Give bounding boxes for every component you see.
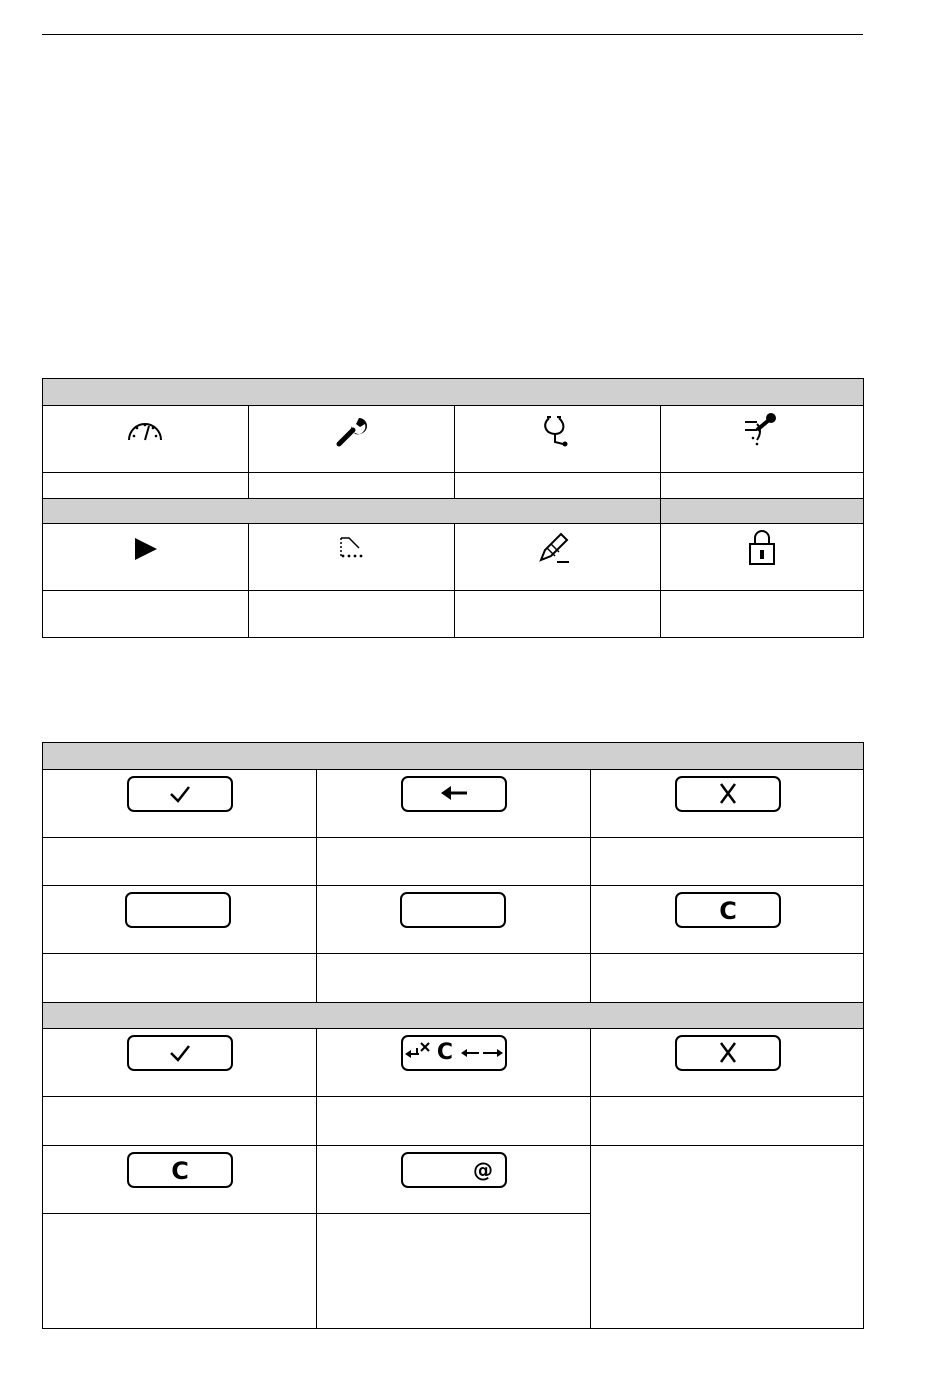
symbol-label-2 <box>249 473 454 498</box>
key-label-3 <box>591 838 863 885</box>
symbol-cell-lock <box>661 524 863 590</box>
symbol-label-3 <box>455 473 660 498</box>
symbol-cell-gauge <box>43 406 248 472</box>
symbol-label-4 <box>661 473 863 498</box>
key-cell-blank-2 <box>317 886 590 953</box>
symbol-label-8 <box>661 591 863 637</box>
c-key[interactable] <box>127 1152 233 1188</box>
key-cell-empty <box>591 1146 863 1328</box>
at-key[interactable] <box>401 1152 507 1188</box>
key-cell-cancel-1 <box>591 770 863 837</box>
lock-icon <box>745 528 779 568</box>
edit-keys-c-label: C <box>436 1040 454 1065</box>
key-label-2 <box>317 838 590 885</box>
key-label-11 <box>317 1214 590 1328</box>
symbol-label-5 <box>43 591 248 637</box>
key-label-6 <box>591 954 863 1002</box>
stethoscope-icon <box>537 412 577 452</box>
symbol-cell-ramp <box>249 524 454 590</box>
key-cell-cancel-2 <box>591 1029 863 1096</box>
key-cell-blank-1 <box>43 886 316 953</box>
symbol-cell-settings-tools <box>661 406 863 472</box>
edit-keys-key[interactable] <box>401 1035 507 1071</box>
keys-table <box>42 742 864 1329</box>
blank-key[interactable] <box>125 892 231 928</box>
symbol-cell-stethoscope <box>455 406 660 472</box>
wrench-icon <box>331 412 371 452</box>
blank-key[interactable] <box>400 892 506 928</box>
symbol-label-1 <box>43 473 248 498</box>
key-cell-c-1 <box>591 886 863 953</box>
key-label-5 <box>317 954 590 1002</box>
key-label-9 <box>591 1097 863 1145</box>
x-icon <box>677 1037 778 1068</box>
key-cell-back-arrow <box>317 770 590 837</box>
symbol-cell-wrench <box>249 406 454 472</box>
keys-header-1 <box>43 743 863 769</box>
cancel-x-key[interactable] <box>675 1035 781 1071</box>
key-label-10 <box>43 1214 316 1328</box>
c-key-label: C <box>171 1157 189 1185</box>
key-cell-check-1 <box>43 770 316 837</box>
symbol-label-6 <box>249 591 454 637</box>
key-cell-c-2 <box>43 1146 316 1213</box>
edit-pencil-icon <box>535 528 575 568</box>
at-key-label: @ <box>473 1158 493 1182</box>
back-arrow-key[interactable] <box>401 776 507 812</box>
key-cell-edit-keys <box>317 1029 590 1096</box>
keys-header-2 <box>43 1003 863 1028</box>
check-icon <box>129 778 230 809</box>
x-icon <box>677 778 778 809</box>
check-icon <box>129 1037 230 1068</box>
key-label-7 <box>43 1097 316 1145</box>
check-key[interactable] <box>127 1035 233 1071</box>
symbol-cell-edit <box>455 524 660 590</box>
symbols-table <box>42 378 864 638</box>
c-key-label: C <box>719 897 737 925</box>
key-label-8 <box>317 1097 590 1145</box>
ramp-icon <box>335 532 369 562</box>
key-cell-at <box>317 1146 590 1213</box>
cancel-x-key[interactable] <box>675 776 781 812</box>
settings-tools-icon <box>739 410 783 450</box>
symbols-header-row-1 <box>43 379 863 405</box>
c-key[interactable] <box>675 892 781 928</box>
symbols-header-row-2-left <box>43 499 660 523</box>
symbol-cell-play <box>43 524 248 590</box>
arrow-left-icon <box>403 778 504 809</box>
top-rule <box>42 34 863 35</box>
check-key[interactable] <box>127 776 233 812</box>
gauge-icon <box>125 414 165 450</box>
symbols-header-row-2-right <box>661 499 863 523</box>
key-cell-check-2 <box>43 1029 316 1096</box>
play-icon <box>131 534 161 564</box>
key-label-4 <box>43 954 316 1002</box>
key-label-1 <box>43 838 316 885</box>
symbol-label-7 <box>455 591 660 637</box>
